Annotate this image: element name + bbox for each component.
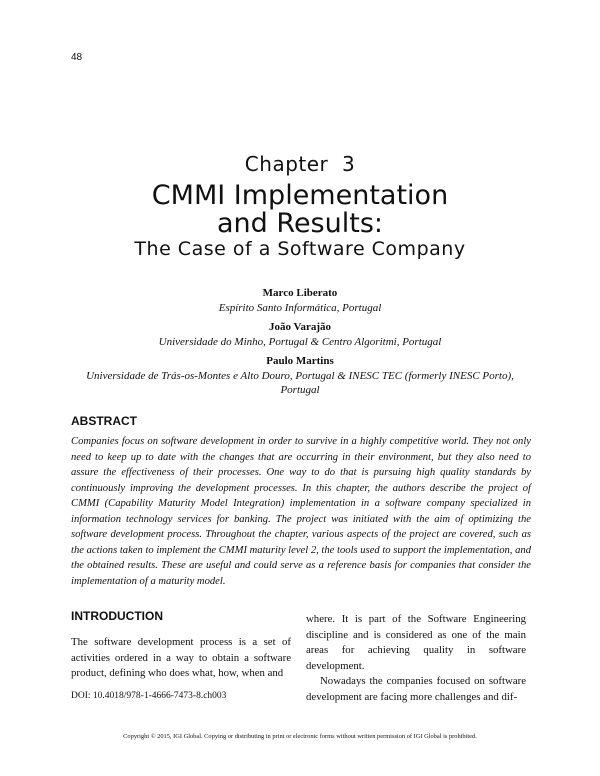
chapter-title-line-2: and Results: [217, 208, 383, 239]
author-affiliation-line-1: Universidade de Trás-os-Montes e Alto Douro, Portugal & INESC TEC (formerly INESC Porto), [86, 370, 514, 382]
body-paragraph: where. It is part of the Software Engineering discipline and is considered as one of the main areas for achieving quality in software development. [306, 613, 526, 672]
introduction-left-column [71, 635, 291, 682]
author-affiliation: Universidade do Minho, Portugal & Centro Algoritmi, Portugal [158, 336, 442, 348]
author-name: Paulo Martins [266, 355, 334, 367]
abstract-heading: ABSTRACT [71, 414, 137, 428]
doi: DOI: 10.4018/978-1-4666-7473-8.ch003 [71, 691, 227, 701]
author-name: Marco Liberato [262, 287, 338, 299]
author-affiliation: Espírito Santo Informática, Portugal [218, 302, 382, 314]
body-paragraph: The software development process is a set of activities ordered in a way to obtain a software product, defining who does what, how, when and [71, 636, 291, 680]
chapter-label: Chapter 3 [244, 152, 356, 176]
introduction-right-column [306, 612, 526, 706]
chapter-subtitle: The Case of a Software Company [134, 238, 466, 260]
page-number: 48 [71, 52, 83, 63]
chapter-title-line-1: CMMI Implementation [151, 180, 449, 211]
author-affiliation-line-2: Portugal [280, 384, 320, 396]
copyright-notice: Copyright © 2015, IGI Global. Copying or distributing in print or electronic forms without written permission of IGI Global is prohibited. [123, 733, 477, 740]
introduction-heading: INTRODUCTION [71, 609, 163, 623]
body-paragraph: Nowadays the companies focused on software development are facing more challenges and dif- [306, 675, 526, 703]
abstract-text: Companies focus on software development in order to survive in a highly competitive world. They not only need to keep up to date with the changes that are occurring in their environment, but they also need to assure the effectiveness of their processes. One way to do that is pursuing high quality standards by continuously improving the development processes. In this chapter, the authors describe the project of CMMI (Capability Maturity Model Integration) implementation in a software company specialized in information technology services for banking. The project was initiated with the aim of optimizing the software development process. Throughout the chapter, various aspects of the project are covered, such as the actions taken to implement the CMMI maturity level 2, the tools used to support the implementation, and the obtained results. These are useful and could serve as a reference basis for companies that consider the implementation of a maturity model. [71, 436, 531, 587]
author-name: João Varajão [268, 321, 332, 333]
